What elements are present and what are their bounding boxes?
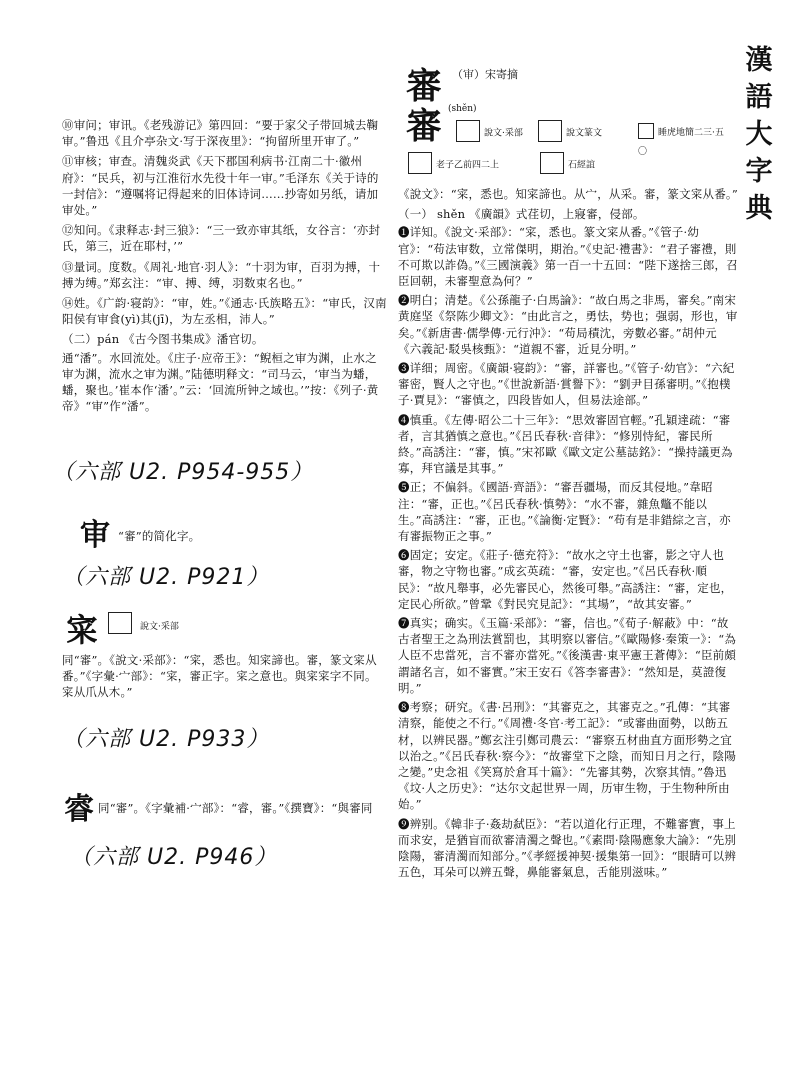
right-entry: ❾辨别。《韓非子·姦劫弑臣》：“若以道化行正理，不難審實，事上而求安，是猶盲而欲審清濁之聲也。”《素問·陰陽應象大論》：“先別陰陽，審清濁而知部分。”《孝經援神契·援集第一回》：“眼睛可以辨五色，耳朵可以辨五聲，鼻能審氣息，舌能別滋味。” (398, 816, 737, 880)
seal-label: 石經誼 (568, 160, 596, 171)
headword-shen-variant: 審 (406, 105, 443, 147)
right-reading: （一） shěn 《廣韻》式荏切，上寢審，侵部。 (398, 207, 645, 222)
left-entry: ⑬量词。度数。《周礼·地官·羽人》：“十羽为审，百羽为搏，十搏为缚。”郑玄注：“审、搏、缚，羽数束名也。” (62, 259, 381, 290)
left-entry: （二）pán 《古今图书集成》潘官切。 (62, 332, 264, 347)
headword-shen-traditional: 審 (406, 65, 443, 107)
seal-glyph-icon (456, 120, 480, 142)
right-entry: ❽考察；研究。《書·呂刑》：“其審克之，其審克之。”孔傳：“其審清察，能使之不行。”《周禮·冬官·考工記》：“或審曲面勢，以飭五材，以辨民器。”鄭玄注引鄭司農云：“審察五材曲直方面形勢之宜以治之。”《呂氏春秋·察今》：“故審堂下之陰，而知日月之行，陰陽之變。”史念祖《笑寫於倉耳十篇》：“先審其勢，次察其情。”魯迅《坟·人之历史》：“达尔文起世界一周，历审生物，于生物种所由始。” (398, 700, 737, 812)
right-column (398, 186, 738, 880)
headword-shen-def: “審”的简化字。 (118, 529, 201, 543)
book-title (734, 42, 784, 227)
handwritten-note: （六部 U2. P933） (62, 727, 270, 752)
left-entry: ⑭姓。《广韵·寝韵》：“审，姓。”《通志·氏族略五》：“审氏，汉南阳侯有审食(yì)其(jī)，为左丞相，沛人。” (62, 296, 387, 327)
headword-cai: 寀 (66, 611, 99, 649)
seal-script-cai (108, 612, 136, 634)
heading-reference: （审）宋寄摘 (452, 68, 518, 81)
book-title-char: 漢 (745, 45, 773, 76)
right-entry: ❻固定；安定。《莊子·德充符》：“故水之守土也審，影之守人也審，物之守物也審。”成玄英疏：“審，安定也。”《呂氏春秋·順民》：“故凡舉事，必先審民心，然後可舉。”高誘注：“審，定也，定民心所欲。”曾鞏《對民究見記》：“其場”，“故其安審。” (398, 548, 733, 611)
headword-shen: 审 (80, 518, 110, 553)
headword-cai-def: 同“審”。《說文·采部》：“寀，悉也。知寀諦也。審，篆文寀从番。”《字彙·宀部》：“寀，審正字。寀之意也。與寀寀字不同。寀从爪从木。” (62, 653, 377, 700)
book-title-char: 大 (745, 119, 773, 150)
seal-label: 睡虎地簡二三·五〇 (638, 128, 724, 157)
book-title-char: 字 (745, 156, 773, 187)
right-intro: 《說文》：“寀，悉也。知寀諦也。从宀，从采。審，篆文寀从番。” (398, 187, 738, 201)
right-entry: ❶详知。《說文·采部》：“寀，悉也。篆文寀从番。”《管子·幼官》：“苟法审数，立常傑明，期治。”《史記·禮書》：“君子審禮，則不可欺以詐偽。”《三國演義》第一百一十五回：“陛下遂捨三郎，召臣回朝，未審聖意為何？” (398, 225, 738, 289)
seal-label: 說文篆文 (566, 128, 603, 139)
seal-form (456, 120, 523, 142)
left-entry: ⑪审核；审查。清魏炎武《天下郡国利病书·江南二十·徽州府》：“民兵，初与江淮衍水先役十年一审。”毛泽东《关于诗的一封信》：“遵嘱将记得起来的旧体诗词……抄寄如另纸，请加审处。” (62, 154, 379, 218)
right-entry: ❷明白；清楚。《公孫龍子·白馬論》：“故白馬之非馬，審矣。”南宋黄庭坚《祭陈少卿文》：“由此言之，勇怯，势也；强弱，形也，审矣。”《新唐書·儒學傳·元行沖》：“苟局積沈，旁數必審。”胡仲元《六義記·駁吳核甄》：“道親不審，近見分明。” (398, 293, 738, 356)
seal-glyph-icon (108, 612, 132, 634)
seal-glyph-icon (538, 120, 562, 142)
handwritten-note: （六部 U2. P954-955） (52, 460, 314, 485)
seal-label: 老子乙前四二上 (436, 160, 500, 171)
left-column (62, 117, 387, 414)
right-entry: ❸详细；周密。《廣韻·寝韵》：“審，詳審也。”《管子·幼官》：“六紀審密，賢人之守也。”《世說新語·賞譽下》：“劉尹目孫審明。”《抱樸子·賈見》：“審慎之，四段皆如人，但易法途部。” (398, 361, 735, 408)
handwritten-note: （六部 U2. P921） (62, 565, 270, 590)
book-title-char: 語 (745, 82, 773, 113)
right-entry: ❹慎重。《左傳·昭公二十三年》：“思效審固官輕。”孔穎達疏：“審者，言其猶慎之意也。”《呂氏春秋·音律》：“修別恃紀，審民所終。”高誘注：“審，慎。”宋祁歐《歐文定公墓誌銘》：“操持議更為寡，拜官議是其事。” (398, 412, 733, 476)
seal-form (538, 120, 602, 142)
left-entry: 通“潘”。水回流处。《庄子·应帝王》：“鲵桓之审为渊，止水之审为渊，流水之审为渊。”陆德明释文：“司马云，‘审当为蟠，蟠，聚也。’崔本作‘潘’。”云：‘回流所钟之域也。’”按：《列子·黄帝》“审”作“潘”。 (62, 350, 379, 414)
seal-form (540, 152, 595, 174)
right-entry: ❺正；不偏斜。《國語·齊語》：“審吾疆場，而反其侵地。”韋昭注：“審，正也。”《呂氏春秋·慎勢》：“水不審，雜魚鼈不能以生。”高誘注：“審，正也。”《論衡·定賢》：“苟有是非錯綜之言，亦有審振物正之事。” (398, 480, 731, 544)
left-entry: ⑫知问。《隶释志·封三狼》：“三一致亦审其纸，女谷言：‘亦封氏，第三，近在耶村，’” (62, 223, 381, 254)
book-title-char: 典 (745, 193, 773, 224)
headword-zhe: 睿 (64, 792, 94, 827)
seal-label: 說文·采部 (484, 128, 523, 139)
left-entry: ⑩审问；审讯。《老残游记》第四回：“要于家父子带回城去鞠审。”鲁迅《且介亭杂文·写于深夜里》：“拘留所里开审了。” (62, 118, 379, 149)
seal-glyph-icon (638, 123, 654, 139)
seal-form (408, 152, 526, 174)
seal-glyph-icon (540, 152, 564, 174)
handwritten-note: （六部 U2. P946） (70, 845, 278, 870)
right-entry: ❼真实；确实。《玉篇·采部》：“審，信也。”《荀子·解蔽》中：“故古者聖王之為刑法賞罰也，其明察以審信。”《歐陽修·秦策一》：“為人臣不忠當死，言不審亦當死。”《後漢書·東平憲王蒼傳》：“臣前頗謂諸名言，如不審實。”宋王安石《答李審書》：“然知是，莫證復明。” (398, 616, 737, 695)
seal-glyph-icon (408, 152, 432, 174)
heading-reading: (shěn) (448, 104, 477, 114)
seal-label: 說文·采部 (140, 622, 179, 632)
headword-zhe-def: 同“審”。《字彙補·宀部》：“睿，審。”《撰寶》：“與審同 (98, 801, 373, 815)
seal-form (638, 120, 730, 158)
